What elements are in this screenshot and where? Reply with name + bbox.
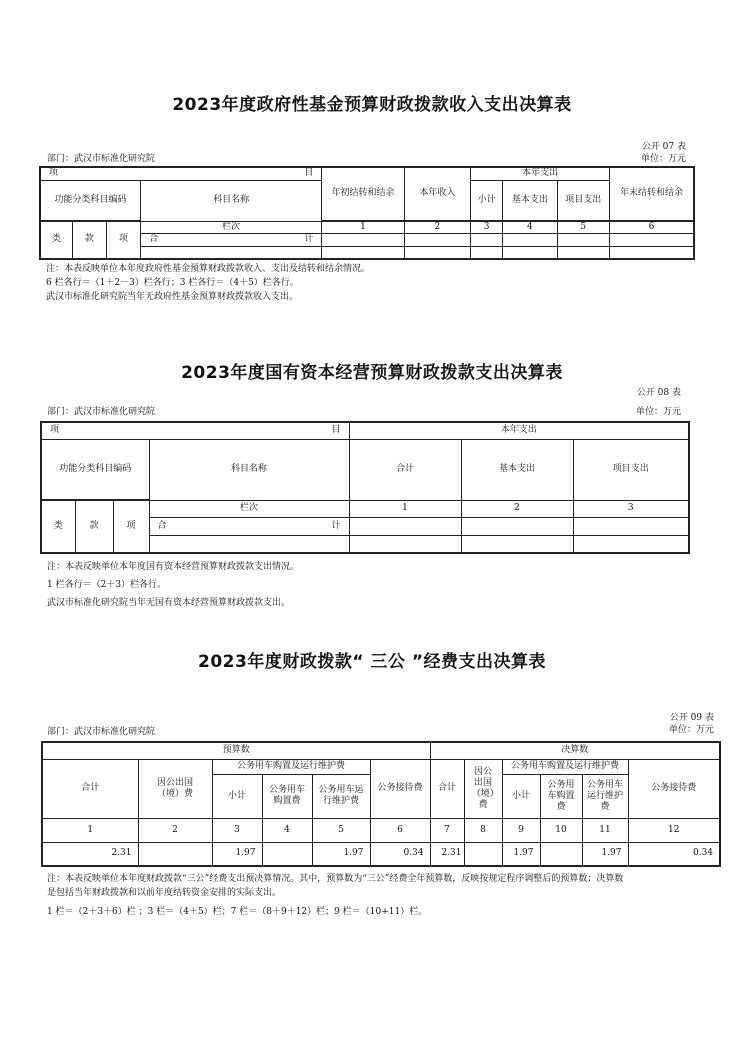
col-num: 5 <box>557 221 609 233</box>
table09-dept: 部门：武汉市标准化研究院 <box>47 727 156 737</box>
h-xiang: 项 <box>50 425 60 436</box>
h-lei: 类 <box>41 500 75 553</box>
note-line: 武汉市标准化研究院当年无国有资本经营预算财政拨款支出。 <box>47 598 291 608</box>
note-line: 1 栏＝（2＋3＋6）栏 ；3 栏＝（4＋5）栏；7 栏＝（8＋9＋12）栏；9 栏＝（10+11）栏。 <box>47 907 428 917</box>
h-vehicle: 公务用车购置及运行维护费 <box>212 759 370 774</box>
col-num: 5 <box>312 818 370 842</box>
h-final: 决算数 <box>430 742 720 759</box>
h-buy: 公务用车购置费 <box>262 774 312 818</box>
h-reception: 公务接待费 <box>370 759 430 818</box>
h-subtotal: 小计 <box>471 180 503 220</box>
note-line: 1 栏各行＝（2＋3）栏各行。 <box>47 580 167 590</box>
col-num: 3 <box>573 500 689 517</box>
table09-unit: 单位：万元 <box>668 725 714 735</box>
table08-title: 2023年度国有资本经营预算财政拨款支出决算表 <box>181 363 563 383</box>
table07-unit: 单位：万元 <box>640 154 686 164</box>
value-cell <box>262 842 312 866</box>
h-kuan: 款 <box>72 221 106 259</box>
h-begin-balance: 年初结转和结余 <box>322 167 404 220</box>
h-kuan: 款 <box>75 500 113 553</box>
h-he: 合 <box>157 520 167 531</box>
col-num: 6 <box>370 818 430 842</box>
h-lanci: 栏次 <box>141 221 322 233</box>
col-num: 1 <box>42 818 138 842</box>
h-run2: 公务用车运行维护费 <box>582 774 628 818</box>
value-cell <box>464 842 502 866</box>
h-run: 公务用车运行维护费 <box>312 774 370 818</box>
h-project: 项目支出 <box>557 180 609 220</box>
h-he: 合 <box>149 234 159 244</box>
col-num: 9 <box>502 818 540 842</box>
h-subject-name: 科目名称 <box>149 439 349 500</box>
h-budget: 预算数 <box>42 742 430 759</box>
h-vehicle2: 公务用车购置及运行维护费 <box>502 759 628 774</box>
value-cell <box>540 842 582 866</box>
h-mu: 目 <box>331 425 341 436</box>
table08-unit: 单位：万元 <box>635 407 681 417</box>
table08 <box>40 421 690 554</box>
col-num: 11 <box>582 818 628 842</box>
value-cell: 1.97 <box>582 842 628 866</box>
table08-dept: 部门：武汉市标准化研究院 <box>47 407 156 417</box>
col-num: 8 <box>464 818 502 842</box>
value-cell: 1.97 <box>502 842 540 866</box>
h-xiang2: 项 <box>113 500 149 553</box>
h-lei: 类 <box>40 221 72 259</box>
value-cell: 1.97 <box>312 842 370 866</box>
value-cell <box>138 842 212 866</box>
col-num: 2 <box>461 500 573 517</box>
h-reception2: 公务接待费 <box>628 759 720 818</box>
value-cell: 0.34 <box>370 842 430 866</box>
h-income: 本年收入 <box>404 167 470 220</box>
h-project: 项目支出 <box>573 439 689 500</box>
value-cell: 0.34 <box>628 842 720 866</box>
table09-code: 公开 09 表 <box>669 713 714 723</box>
col-num: 1 <box>322 221 404 233</box>
h-basic: 基本支出 <box>503 180 557 220</box>
col-num: 4 <box>262 818 312 842</box>
table07 <box>39 166 695 260</box>
col-num: 2 <box>404 221 470 233</box>
col-num: 10 <box>540 818 582 842</box>
h-end-balance: 年末结转和结余 <box>609 167 694 220</box>
note-line: 6 栏各行＝（1＋2－3）栏各行；3 栏各行＝（4＋5）栏各行。 <box>46 278 299 288</box>
h-basic: 基本支出 <box>461 439 573 500</box>
h-func-code: 功能分类科目编码 <box>41 439 149 499</box>
h-sub: 小计 <box>212 774 262 818</box>
table07-title: 2023年度政府性基金预算财政拨款收入支出决算表 <box>172 95 572 115</box>
note-line: 注：本表反映单位本年度政府性基金预算财政拨款收入、支出及结转和结余情况。 <box>46 264 371 274</box>
h-expense: 本年支出 <box>471 167 610 180</box>
h-abroad: 因公出国（境）费 <box>138 759 212 818</box>
col-num: 4 <box>503 221 557 233</box>
col-num: 3 <box>212 818 262 842</box>
h-subject-name: 科目名称 <box>141 180 322 221</box>
note-line: 是包括当年财政拨款和以前年度结转资金安排的实际支出。 <box>47 888 282 898</box>
h-expense: 本年支出 <box>349 422 689 439</box>
h-ji: 计 <box>304 234 314 244</box>
value-cell: 1.97 <box>212 842 262 866</box>
h-total: 合计 <box>349 439 461 500</box>
table08-code: 公开 08 表 <box>636 388 681 398</box>
h-abroad2: 因公出国（境）费 <box>464 759 502 818</box>
col-num: 12 <box>628 818 720 842</box>
value-cell: 2.31 <box>42 842 138 866</box>
h-xiang2: 项 <box>106 221 140 259</box>
note-line: 武汉市标准化研究院当年无政府性基金预算财政拨款收入支出。 <box>46 292 299 302</box>
h-buy2: 公务用车购置费 <box>540 774 582 818</box>
col-num: 6 <box>609 221 694 233</box>
col-num: 7 <box>430 818 464 842</box>
table09-title: 2023年度财政拨款“ 三公 ”经费支出决算表 <box>198 652 546 672</box>
h-mu: 目 <box>304 168 314 179</box>
h-sub2: 小计 <box>502 774 540 818</box>
h-lanci: 栏次 <box>149 500 349 517</box>
table09 <box>41 741 721 867</box>
col-num: 3 <box>471 221 503 233</box>
h-xiang: 项 <box>49 168 59 179</box>
h-func-code: 功能分类科目编码 <box>40 180 141 220</box>
h-total2: 合计 <box>430 759 464 818</box>
value-cell: 2.31 <box>430 842 464 866</box>
col-num: 1 <box>349 500 461 517</box>
h-total: 合计 <box>42 759 138 818</box>
col-num: 2 <box>138 818 212 842</box>
table07-code: 公开 07 表 <box>641 142 686 152</box>
table07-dept: 部门：武汉市标准化研究院 <box>47 154 156 164</box>
note-line: 注：本表反映单位本年度国有资本经营预算财政拨款支出情况。 <box>47 562 300 572</box>
h-ji: 计 <box>331 520 341 531</box>
note-line: 注：本表反映单位本年度财政拨款“三公”经费支出预决算情况。其中，预算数为“三公”经费全年预算数，反映按规定程序调整后的预算数；决算数 <box>47 874 624 884</box>
